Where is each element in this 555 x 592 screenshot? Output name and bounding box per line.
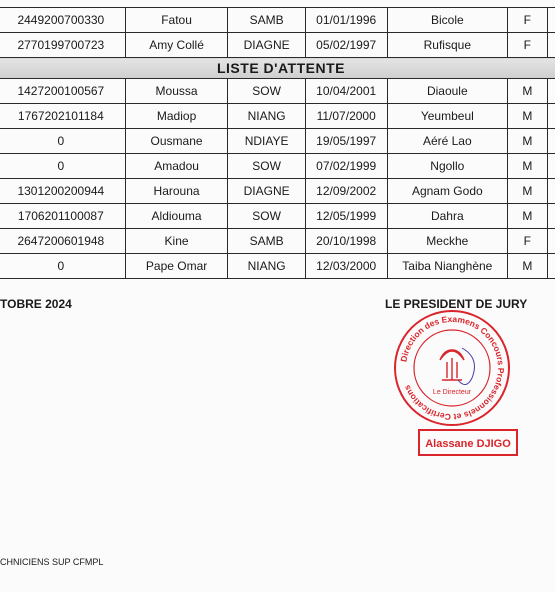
first-name-cell: Moussa [125,79,228,104]
birth-date-cell: 12/03/2000 [305,254,387,279]
first-name-cell: Aldiouma [125,204,228,229]
birth-place-cell: Meckhe [387,229,507,254]
extra-cell [547,104,555,129]
id-cell: 2449200700330 [0,8,125,33]
birth-place-cell: Rufisque [387,33,507,58]
table-row [0,204,555,229]
svg-text:Direction des Examens Concours: Direction des Examens Concours Professionnels et Certifications [398,313,507,423]
id-cell: 2647200601948 [0,229,125,254]
section-title: LISTE D'ATTENTE [0,58,555,79]
sex-cell: F [508,8,548,33]
last-name-cell: SOW [228,79,305,104]
id-cell: 1706201100087 [0,204,125,229]
table-row [0,229,555,254]
first-name-cell: Harouna [125,179,228,204]
extra-cell [547,229,555,254]
birth-place-cell: Yeumbeul [387,104,507,129]
extra-cell [547,33,555,58]
section-header-row [0,58,555,79]
birth-date-cell: 07/02/1999 [305,154,387,179]
birth-date-cell: 01/01/1996 [305,8,387,33]
sex-cell: M [508,79,548,104]
table-row [0,179,555,204]
id-cell: 0 [0,254,125,279]
footer-label: CHNICIENS SUP CFMPL [0,557,104,567]
first-name-cell: Kine [125,229,228,254]
birth-place-cell: Diaoule [387,79,507,104]
last-name-cell: SAMB [228,229,305,254]
date-label: TOBRE 2024 [0,297,72,311]
svg-text:Le Directeur: Le Directeur [432,389,472,396]
extra-cell [547,179,555,204]
signature-name-stamp [418,428,518,458]
table-row [0,129,555,154]
last-name-cell: SOW [228,204,305,229]
official-seal [392,308,512,428]
sex-cell: M [508,254,548,279]
president-label: LE PRESIDENT DE JURY [385,297,528,311]
birth-date-cell: 20/10/1998 [305,229,387,254]
first-name-cell: Ousmane [125,129,228,154]
extra-cell [547,254,555,279]
id-cell: 1427200100567 [0,79,125,104]
birth-place-cell: Agnam Godo [387,179,507,204]
id-cell: 1301200200944 [0,179,125,204]
results-table [0,7,555,279]
sex-cell: M [508,204,548,229]
first-name-cell: Amadou [125,154,228,179]
first-name-cell: Madiop [125,104,228,129]
table-row [0,79,555,104]
last-name-cell: NDIAYE [228,129,305,154]
sex-cell: M [508,179,548,204]
birth-place-cell: Taiba Nianghène [387,254,507,279]
last-name-cell: NIANG [228,104,305,129]
id-cell: 1767202101184 [0,104,125,129]
last-name-cell: SAMB [228,8,305,33]
table-row [0,33,555,58]
last-name-cell: DIAGNE [228,179,305,204]
birth-place-cell: Bicole [387,8,507,33]
sex-cell: F [508,33,548,58]
last-name-cell: NIANG [228,254,305,279]
last-name-cell: DIAGNE [228,33,305,58]
birth-place-cell: Aéré Lao [387,129,507,154]
birth-date-cell: 12/09/2002 [305,179,387,204]
birth-date-cell: 05/02/1997 [305,33,387,58]
sex-cell: M [508,104,548,129]
birth-place-cell: Dahra [387,204,507,229]
table-row [0,8,555,33]
first-name-cell: Fatou [125,8,228,33]
table-row [0,104,555,129]
birth-date-cell: 12/05/1999 [305,204,387,229]
birth-date-cell: 19/05/1997 [305,129,387,154]
birth-place-cell: Ngollo [387,154,507,179]
id-cell: 0 [0,154,125,179]
svg-text:Alassane DJIGO: Alassane DJIGO [425,438,511,450]
id-cell: 0 [0,129,125,154]
sex-cell: M [508,154,548,179]
extra-cell [547,79,555,104]
birth-date-cell: 10/04/2001 [305,79,387,104]
table-row [0,154,555,179]
extra-cell [547,154,555,179]
sex-cell: F [508,229,548,254]
first-name-cell: Amy Collé [125,33,228,58]
extra-cell [547,129,555,154]
birth-date-cell: 11/07/2000 [305,104,387,129]
last-name-cell: SOW [228,154,305,179]
sex-cell: M [508,129,548,154]
extra-cell [547,8,555,33]
extra-cell [547,204,555,229]
id-cell: 2770199700723 [0,33,125,58]
first-name-cell: Pape Omar [125,254,228,279]
table-row [0,254,555,279]
baobab-emblem-icon [440,350,464,380]
